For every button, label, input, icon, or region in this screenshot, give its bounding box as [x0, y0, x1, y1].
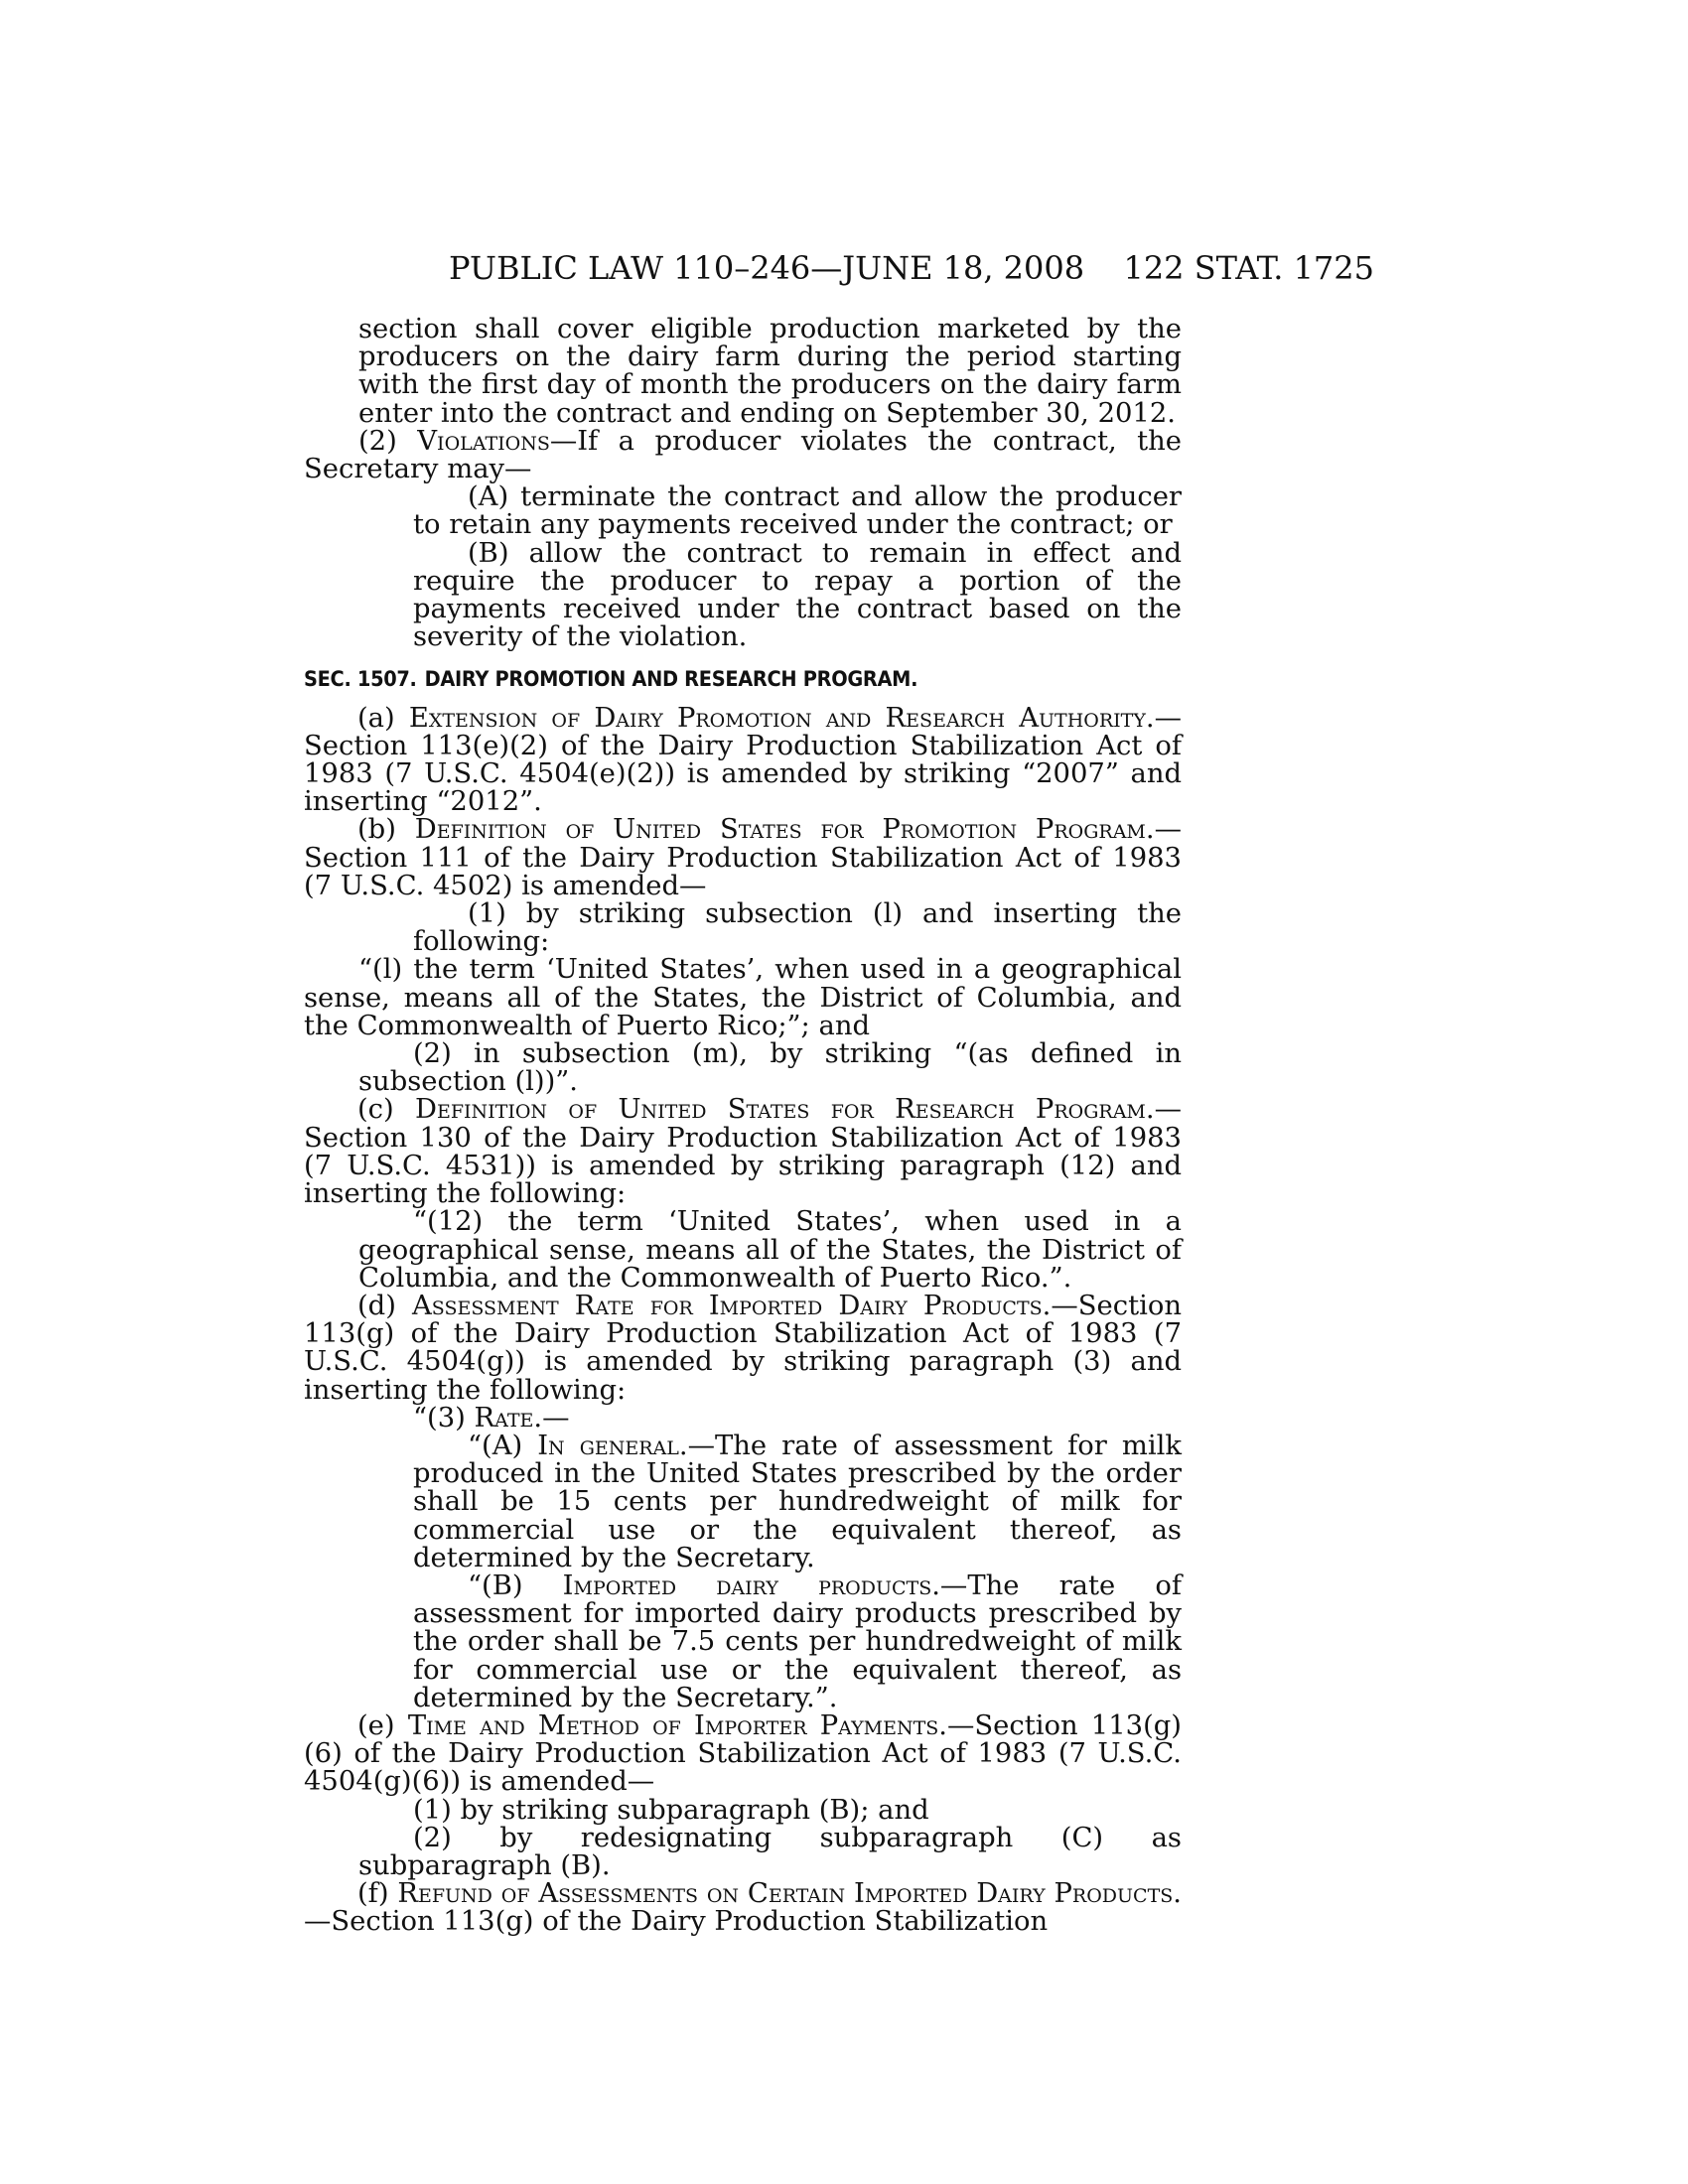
subsection-b-paragraph-2: (2) in subsection (m), by striking “(as defined in subsection (l))”. — [358, 1038, 1182, 1098]
continued-paragraph: section shall cover eligible production marketed by the producers on the dairy farm during the period starting with the first day of month the producers on the dairy farm enter into the contract and ending on September 30, 2012. — [358, 314, 1182, 429]
rate-subparagraph-b: “(B) Imported dairy products.—The rate of assessment for imported dairy products prescribed by the order shall be 7.5 cents per hundredweight of milk for commercial use or the equivalent thereof, as determined by the Secretary.”. — [413, 1570, 1182, 1713]
subsection-d-heading: Assessment Rate for Imported Dairy Products — [412, 1290, 1043, 1321]
public-law-citation: PUBLIC LAW 110–246—JUNE 18, 2008 — [449, 249, 1085, 287]
rate-heading: Rate — [474, 1402, 534, 1433]
subsection-c-quote: “(12) the term ‘United States’, when used in a geographical sense, means all of the States, the District of Columbia, and the Commonwealth of Puerto Rico.”. — [358, 1206, 1182, 1294]
section-title: DAIRY PROMOTION AND RESEARCH PROGRAM. — [424, 667, 918, 693]
subsection-a: (a) Extension of Dairy Promotion and Research Authority.—Section 113(e)(2) of the Dairy Production Stabilization Act of 1983 (7 U.S.C. 4504(e)(2)) is amended by striking “2007” and inserting “2012”. — [304, 702, 1182, 818]
section-heading — [304, 666, 1182, 694]
subsection-c-heading: Definition of United States for Research Program — [415, 1094, 1146, 1126]
violations-heading: Violations — [417, 425, 550, 457]
rate-a-heading: In general — [537, 1430, 679, 1461]
running-header — [449, 248, 1374, 288]
subsection-e-paragraph-1: (1) by striking subparagraph (B); and — [413, 1794, 929, 1826]
paragraph-violations: (2) Violations—If a producer violates the contract, the Secretary may— — [304, 425, 1182, 485]
subsection-b-quote: “(l) the term ‘United States’, when used in a geographical sense, means all of the States, the District of Columbia, and the Commonwealth of Puerto Rico;”; and — [304, 954, 1182, 1041]
subsection-b: (b) Definition of United States for Promotion Program.— Section 111 of the Dairy Production Stabilization Act of 1983 (7 U.S.C. 4502) is amended— — [304, 814, 1182, 901]
subsection-b-heading: Definition of United States for Promotion Program — [414, 814, 1146, 846]
subsection-f-heading: Refund of Assessments on Certain Imported Dairy Products — [397, 1878, 1174, 1910]
section-number: SEC. 1507. — [304, 667, 417, 693]
rate-subparagraph-a: “(A) In general.—The rate of assessment for milk produced in the United States prescribed by the order shall be 15 cents per hundredweight of milk for commercial use or the equivalent thereof, as determined by the Secretary. — [413, 1430, 1182, 1573]
subsection-d: (d) Assessment Rate for Imported Dairy Products.—Section 113(g) of the Dairy Production Stabilization Act of 1983 (7 U.S.C. 4504(g)) is amended by striking paragraph (3) and inserting the following: — [304, 1290, 1182, 1406]
subsection-a-heading: Extension of Dairy Promotion and Research Authority — [408, 702, 1146, 734]
subsection-f: (f) Refund of Assessments on Certain Imported Dairy Products.—Section 113(g) of the Dairy Production Stabilization — [304, 1878, 1182, 1938]
subsection-e: (e) Time and Method of Importer Payments.—Section 113(g)(6) of the Dairy Production Stabilization Act of 1983 (7 U.S.C. 4504(g)(6)) is amended— — [304, 1709, 1182, 1798]
subparagraph-a: (A) terminate the contract and allow the producer to retain any payments received under the contract; or — [413, 481, 1182, 541]
subsection-e-heading: Time and Method of Importer Payments — [407, 1709, 939, 1741]
statute-page-number: 122 STAT. 1725 — [1123, 249, 1374, 287]
subsection-c: (c) Definition of United States for Research Program.— Section 130 of the Dairy Production Stabilization Act of 1983 (7 U.S.C. 4531)) is amended by striking paragraph (12) and inserting the following: — [304, 1094, 1182, 1210]
subparagraph-b: (B) allow the contract to remain in effect and require the producer to repay a portion of the payments received under the contract based on the severity of the violation. — [413, 537, 1182, 653]
rate-paragraph: “(3) Rate.— — [413, 1402, 570, 1433]
document-body — [304, 316, 1182, 1937]
subsection-e-paragraph-2: (2) by redesignating subparagraph (C) as subparagraph (B). — [358, 1822, 1182, 1881]
subsection-b-paragraph-1: (1) by striking subsection (l) and inserting the following: — [413, 898, 1182, 958]
rate-b-heading: Imported dairy products — [562, 1570, 932, 1601]
